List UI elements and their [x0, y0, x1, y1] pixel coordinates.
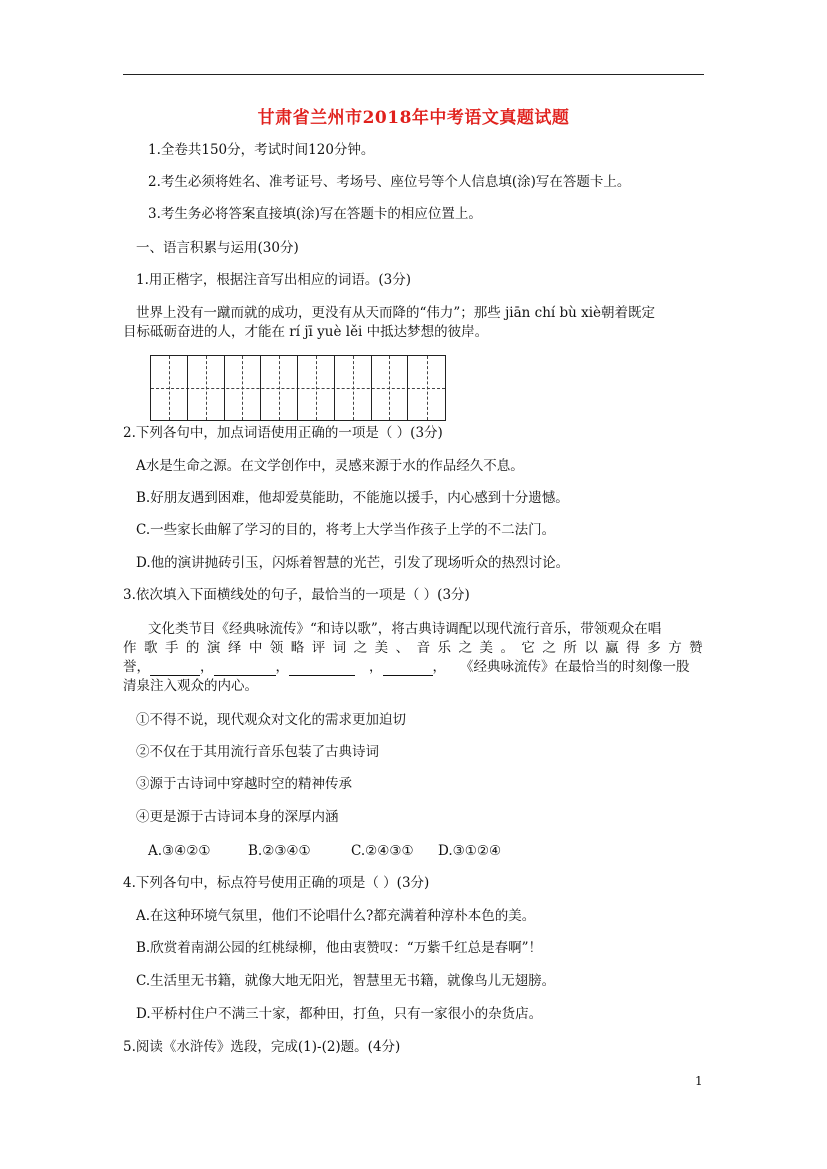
- char: 。: [500, 640, 514, 656]
- char: 手: [164, 640, 179, 656]
- text-segment: ，: [200, 659, 214, 675]
- char: 乐: [437, 640, 452, 656]
- q4-option-d: D.平桥村住户不满三十家，都种田，打鱼，只有一家很小的杂货店。: [136, 1006, 543, 1022]
- q3-choice-c: C.②④③①: [351, 843, 414, 859]
- char: 作: [123, 640, 137, 656]
- q4-option-c: C.生活里无书籍，就像大地无阳光，智慧里无书籍，就像鸟儿无翅膀。: [136, 973, 556, 989]
- q3-paragraph-line1: 文化类节目《经典咏流传》“和诗以歌”，将古典诗调配以现代流行音乐，带领观众在唱: [148, 621, 662, 637]
- q3-item-2: ②不仅在于其用流行音乐包装了古典诗词: [136, 744, 379, 760]
- text-segment: ，: [369, 659, 383, 675]
- char: 得: [626, 640, 640, 656]
- note-2: 2.考生必须将姓名、准考证号、考场号、座位号等个人信息填(涂)写在答题卡上。: [148, 174, 631, 190]
- char: 、: [395, 640, 410, 656]
- q1-text-line1: 世界上没有一蹴而就的成功，更没有从天而降的“伟力”；那些 jiān chí bù xiè朝着既定: [136, 305, 656, 321]
- q3-paragraph-line4: 清泉注入观众的内心。: [123, 678, 258, 694]
- q3-paragraph-line2: [123, 639, 703, 657]
- q3-choice-b: B.②③④①: [248, 843, 311, 859]
- q3-choice-d: D.③①②④: [438, 843, 502, 859]
- fill-blank[interactable]: [383, 661, 433, 676]
- char: 以: [584, 640, 598, 656]
- grid-cell[interactable]: [261, 356, 298, 420]
- q4-stem: 4.下列各句中，标点符号使用正确的项是（ ）(3分): [123, 875, 430, 891]
- grid-cell[interactable]: [151, 356, 188, 420]
- grid-cell[interactable]: [335, 356, 372, 420]
- q2-option-a: A水是生命之源。在文学创作中，灵感来源于水的作品经久不息。: [136, 458, 524, 474]
- q4-option-a: A.在这种环境气氛里，他们不论唱什么?都充满着种淳朴本色的美。: [136, 908, 536, 924]
- section-heading: 一、语言积累与运用(30分): [136, 240, 299, 256]
- char: 赢: [605, 640, 619, 656]
- char: 评: [311, 640, 326, 656]
- q4-option-b: B.欣赏着南湖公园的红桃绿柳，他由衷赞叹：“万紫千红总是春啊”！: [136, 940, 543, 956]
- q3-choice-a: A.③④②①: [148, 843, 211, 859]
- char: 之: [353, 640, 368, 656]
- header-rule: [123, 74, 704, 75]
- grid-cell[interactable]: [408, 356, 445, 420]
- q2-stem: 2.下列各句中，加点词语使用正确的一项是（ ）(3分): [123, 425, 443, 441]
- q3-stem: 3.依次填入下面横线处的句子，最恰当的一项是（ ）(3分): [123, 587, 470, 603]
- q3-item-4: ④更是源于古诗词本身的深厚内涵: [136, 809, 339, 825]
- grid-cell[interactable]: [298, 356, 335, 420]
- q2-option-d: D.他的演讲抛砖引玉，闪烁着智慧的光芒，引发了现场听众的热烈讨论。: [136, 555, 570, 571]
- q2-option-c: C.一些家长曲解了学习的目的，将考上大学当作孩子上学的不二法门。: [136, 522, 556, 538]
- char: 之: [458, 640, 472, 656]
- char: 演: [206, 640, 221, 656]
- text-segment: 《经典咏流传》在最恰当的时刻像一股: [460, 659, 690, 675]
- fill-blank[interactable]: [289, 661, 355, 676]
- text-segment: ，: [275, 659, 289, 675]
- char: 赞: [689, 640, 703, 656]
- note-1: 1.全卷共150分，考试时间120分钟。: [148, 142, 375, 158]
- q3-paragraph-line3: [123, 658, 703, 676]
- grid-cell[interactable]: [225, 356, 262, 420]
- note-3: 3.考生务必将答案直接填(涂)写在答题卡的相应位置上。: [148, 206, 482, 222]
- q3-item-1: ①不得不说，现代观众对文化的需求更加迫切: [136, 712, 406, 728]
- char: 多: [647, 640, 661, 656]
- char: 美: [374, 640, 389, 656]
- char: 方: [668, 640, 682, 656]
- char: 美: [479, 640, 493, 656]
- answer-grid[interactable]: [150, 355, 446, 421]
- char: 中: [248, 640, 263, 656]
- char: 所: [563, 640, 577, 656]
- page-title: 甘肃省兰州市2018年中考语文真题试题: [257, 108, 570, 128]
- char: 歌: [143, 640, 158, 656]
- text-segment: ，: [432, 659, 446, 675]
- char: 它: [521, 640, 535, 656]
- q5-stem: 5.阅读《水浒传》选段，完成(1)-(2)题。(4分): [123, 1039, 401, 1055]
- q1-stem: 1.用正楷字，根据注音写出相应的词语。(3分): [136, 272, 412, 288]
- char: 领: [269, 640, 284, 656]
- q3-item-3: ③源于古诗词中穿越时空的精神传承: [136, 776, 352, 792]
- char: 绎: [227, 640, 242, 656]
- grid-cell[interactable]: [372, 356, 409, 420]
- char: 词: [332, 640, 347, 656]
- char: 略: [290, 640, 305, 656]
- char: 的: [185, 640, 200, 656]
- q1-text-line2: 目标砥砺奋进的人，才能在 rí jī yuè lěi 中抵达梦想的彼岸。: [123, 324, 489, 340]
- char: 之: [542, 640, 556, 656]
- page-number: 1: [695, 1074, 703, 1088]
- grid-cell[interactable]: [188, 356, 225, 420]
- char: 音: [416, 640, 431, 656]
- text-segment: 誉，: [123, 659, 150, 675]
- fill-blank[interactable]: [214, 661, 276, 676]
- fill-blank[interactable]: [150, 661, 200, 676]
- q2-option-b: B.好朋友遇到困难，他却爱莫能助，不能施以援手，内心感到十分遗憾。: [136, 490, 569, 506]
